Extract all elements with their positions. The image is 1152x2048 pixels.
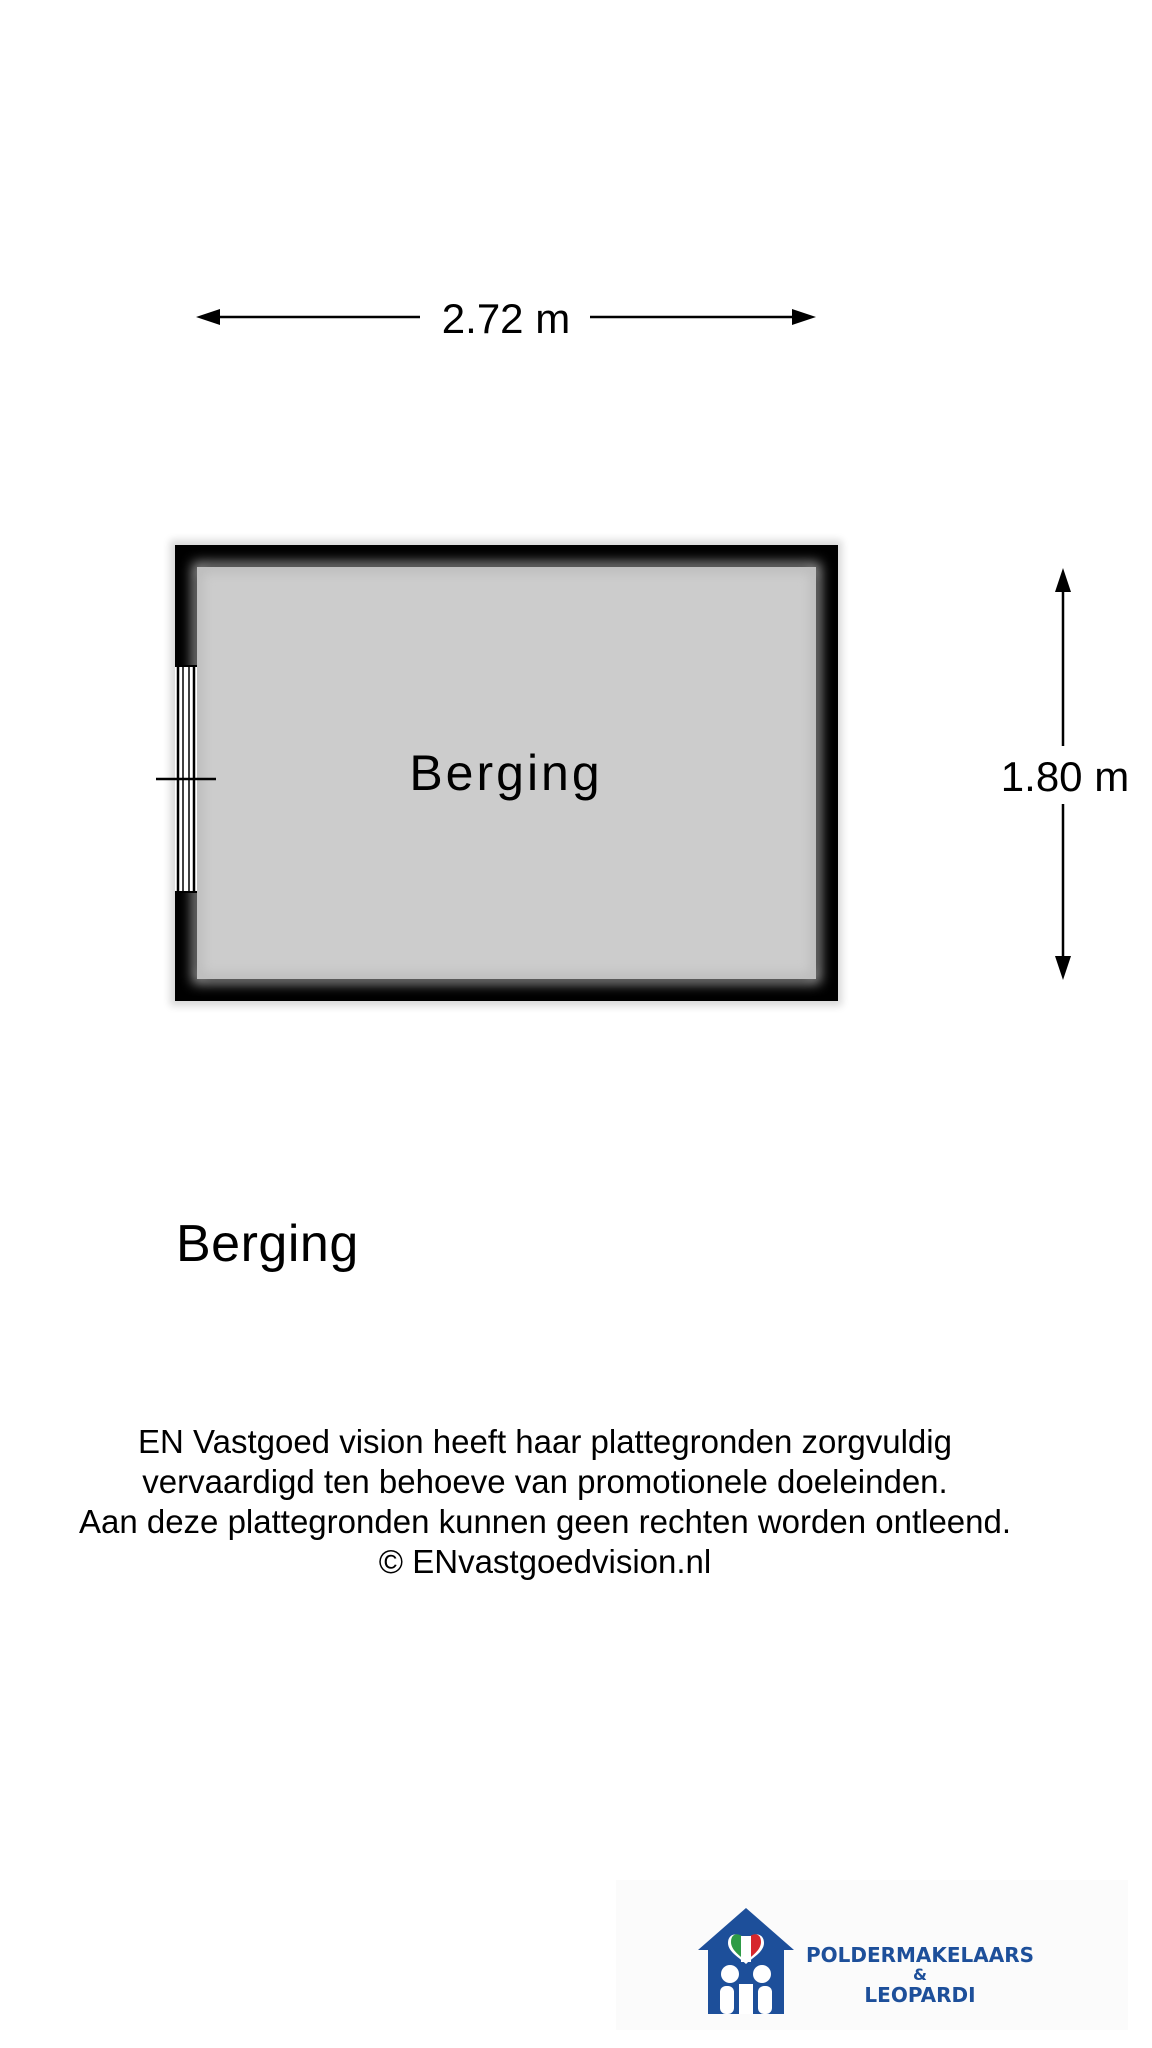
room-berging [156, 540, 842, 1006]
logo-line: & [913, 1965, 927, 1984]
width-label: 2.72 m [441, 295, 571, 342]
height-dimension [1001, 568, 1129, 980]
copyright-line: © ENvastgoedvision.nl [378, 1543, 712, 1580]
arrow-down-icon [1055, 956, 1071, 980]
plan-title: Berging [176, 1215, 359, 1273]
arrow-up-icon [1055, 568, 1071, 592]
house-logo-icon [696, 1906, 796, 2016]
logo-line: LEOPARDI [864, 1983, 976, 2007]
disclaimer [0, 1422, 1090, 1582]
agency-logo [616, 1880, 1128, 2030]
arrow-right-icon [792, 309, 816, 325]
disclaimer-line: Aan deze plattegronden kunnen geen rechten worden ontleend. [78, 1503, 1012, 1540]
height-label: 1.80 m [1000, 753, 1130, 800]
disclaimer-line: EN Vastgoed vision heeft haar plattegronden zorgvuldig [138, 1423, 952, 1460]
room-label: Berging [409, 745, 603, 801]
logo-line: POLDERMAKELAARS [805, 1943, 1035, 1967]
arrow-left-icon [196, 309, 220, 325]
disclaimer-line: vervaardigd ten behoeve van promotionele doeleinden. [142, 1463, 948, 1500]
width-dimension [196, 295, 816, 342]
logo-wordmark [790, 1944, 1050, 2006]
